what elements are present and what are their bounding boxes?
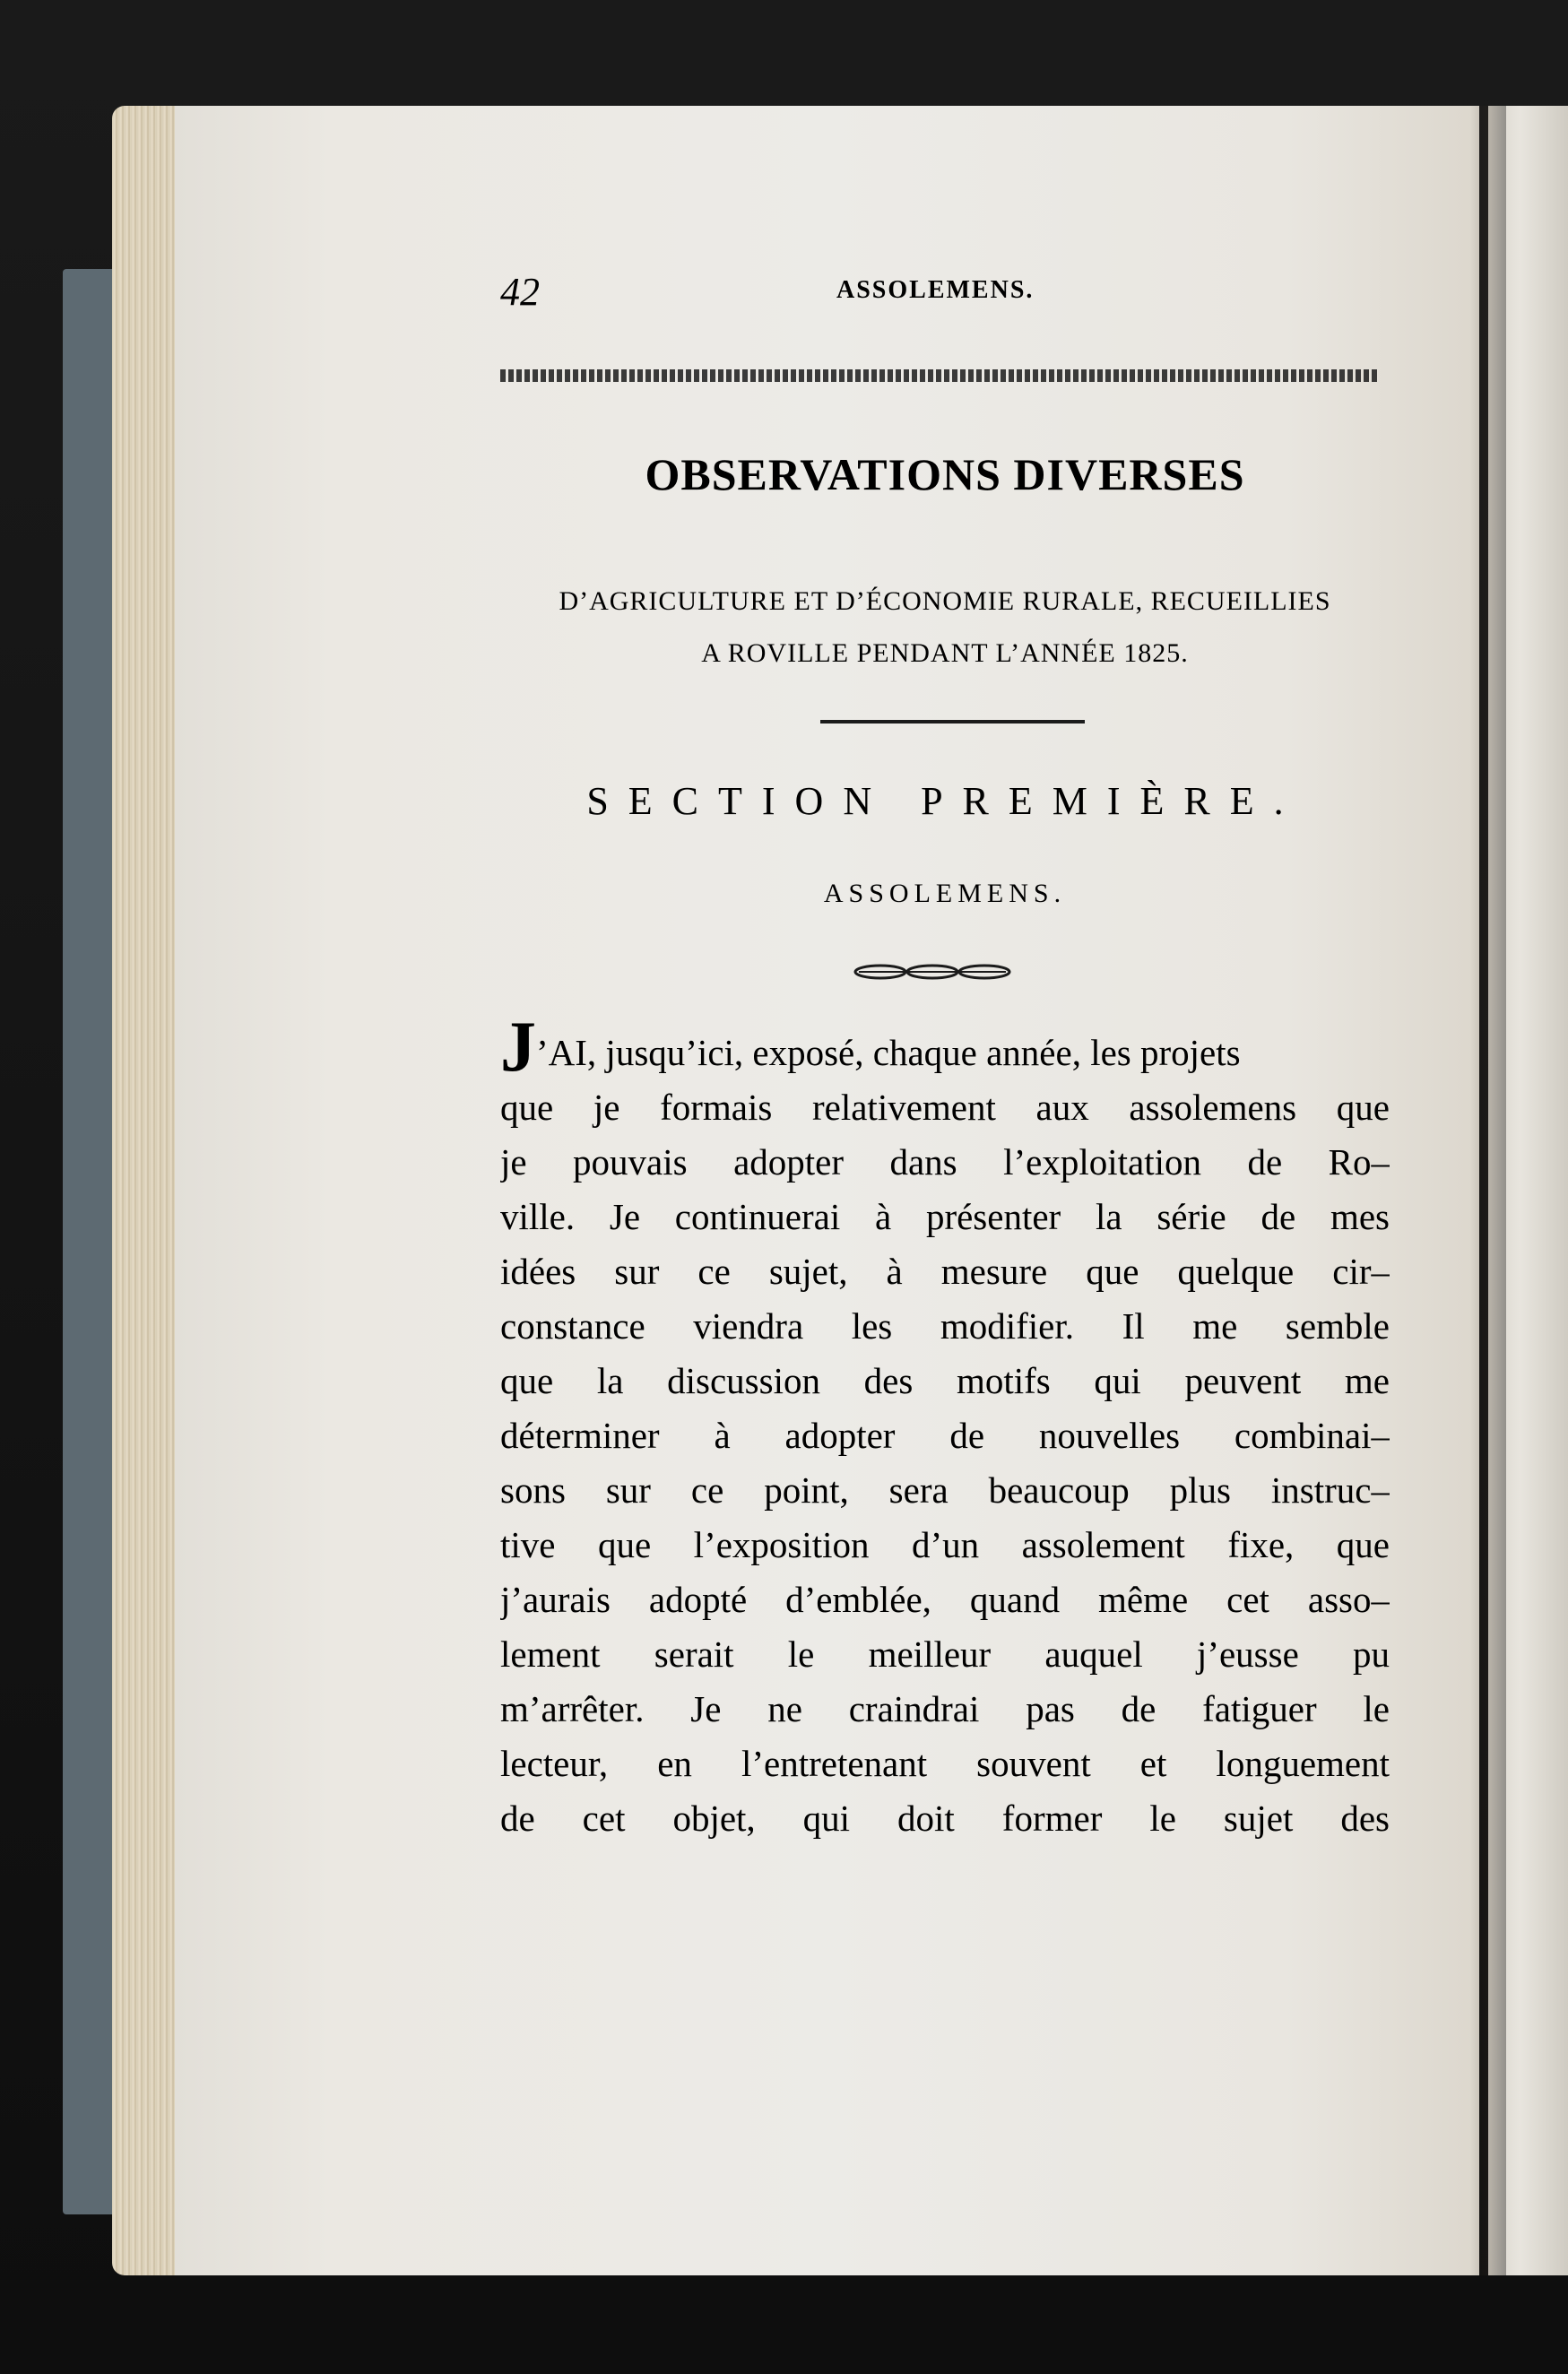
body-line: j’aurais adopté d’emblée, quand même cet asso– [500, 1579, 1390, 1620]
first-line-text: , jusqu’ici, exposé, chaque année, les projets [586, 1032, 1241, 1073]
body-line: que je formais relativement aux assolemens que [500, 1087, 1390, 1128]
body-line: idées sur ce sujet, à mesure que quelque cir– [500, 1251, 1390, 1292]
subtitle-line: A ROVILLE PENDANT L’ANNÉE 1825. [701, 638, 1189, 668]
subtitle [500, 576, 1390, 680]
body-text [500, 1020, 1390, 1846]
flourish-ornament [852, 961, 1013, 983]
body-line: sons sur ce point, sera beaucoup plus instruc– [500, 1469, 1390, 1511]
section-heading: SECTION PREMIÈRE. [586, 779, 1304, 823]
first-word-smallcaps: ’AI [536, 1032, 587, 1073]
drop-cap: J [500, 1020, 536, 1080]
main-title: OBSERVATIONS DIVERSES [645, 449, 1245, 499]
sub-heading: ASSOLEMENS. [823, 879, 1067, 908]
body-line: constance viendra les modifier. Il me semble [500, 1305, 1390, 1347]
ornamental-rule [500, 369, 1379, 382]
body-line: de cet objet, qui doit former le sujet des [500, 1798, 1390, 1839]
page-block-edges [112, 106, 184, 2275]
running-title: ASSOLEMENS. [836, 276, 1035, 304]
subtitle-line: D’AGRICULTURE ET D’ÉCONOMIE RURALE, RECUEILLIES [559, 586, 1331, 616]
body-line-first [500, 1020, 1390, 1080]
body-line: lecteur, en l’entretenant souvent et longuement [500, 1743, 1390, 1784]
body-line: que la discussion des motifs qui peuvent me [500, 1360, 1390, 1401]
running-head [500, 269, 1390, 314]
gutter-shadow [1470, 106, 1506, 2275]
body-line: je pouvais adopter dans l’exploitation de Ro– [500, 1141, 1390, 1183]
body-line: ville. Je continuerai à présenter la série de mes [500, 1196, 1390, 1237]
body-line: m’arrêter. Je ne craindrai pas de fatiguer le [500, 1688, 1390, 1729]
title-rule [820, 720, 1085, 723]
body-line: déterminer à adopter de nouvelles combinai– [500, 1415, 1390, 1456]
body-line: lement serait le meilleur auquel j’eusse pu [500, 1633, 1390, 1675]
body-line: tive que l’exposition d’un assolement fixe, que [500, 1524, 1390, 1565]
page-number: 42 [500, 270, 540, 314]
